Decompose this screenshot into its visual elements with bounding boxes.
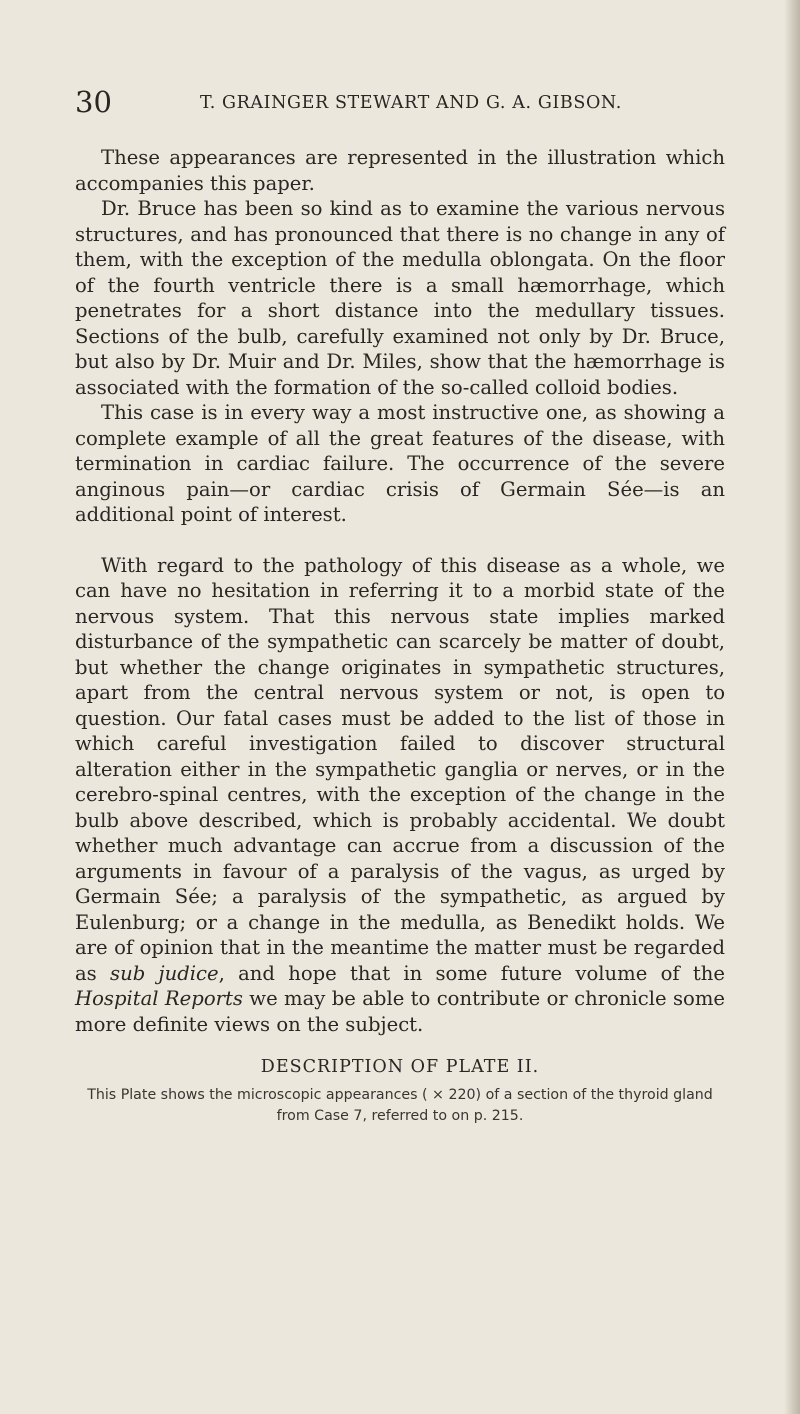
pathology-text-1: With regard to the pathology of this disease as a whole, we can have no hesitation in referring it to a morbid state of the nervous system. That this nervous state implies marked disturbance of the sympathetic can scarcely be matter of doubt, but whether the change originates in sympathetic structures, apart from the central nervous system or not, is open to question. Our fatal cases must be added to the list of those in which careful investigation failed to discover structural alteration either in the sympathetic ganglia or nerves, or in the cerebro-spinal centres, with the exception of the change in the bulb above described, which is probably accidental. We doubt whether much advantage can accrue from a discussion of the arguments in favour of a paralysis of the vagus, as urged by Germain Sée; a paralysis of the sympathetic, as argued by Eulenburg; or a change in the medulla, as Benedikt holds. We are of opinion that in the meantime the matter must be regarded as: [75, 553, 725, 985]
running-title: T. GRAINGER STEWART AND G. A. GIBSON.: [200, 93, 622, 113]
page-number: 30: [75, 85, 112, 119]
paragraph-case-summary: This case is in every way a most instructive one, as showing a complete example of all the great features of the disease, with termination in cardiac failure. The occurrence of the severe anginous pain—or cardiac crisis of Germain Sée—is an additional point of interest.: [75, 401, 725, 526]
plate-caption: This Plate shows the microscopic appearances ( × 220) of a section of the thyroid gland from Case 7, referred to on p. 215.: [87, 1087, 713, 1124]
running-head: [75, 82, 725, 122]
body-text: [75, 145, 725, 1127]
hospital-reports-italic: Hospital Reports: [75, 987, 243, 1010]
paragraph-pathology: [75, 553, 725, 1038]
pathology-text-2: , and hope that in some future volume of the: [218, 961, 725, 985]
page-edge-shadow: [784, 0, 800, 1414]
pathology-text-3: we may be able to contribute or chronicle some more definite views on the subject.: [75, 987, 725, 1036]
sub-judice-italic: sub judice: [110, 961, 219, 985]
plate-heading: DESCRIPTION OF PLATE II.: [260, 1057, 540, 1077]
paragraph-examination: Dr. Bruce has been so kind as to examine the various nervous structures, and has pronounced that there is no change in any of them, with the exception of the medulla oblongata. On the floor of the fourth ventricle there is a small hæmorrhage, which penetrates for a short distance into the medullary tissues. Sections of the bulb, carefully examined not only by Dr. Bruce, but also by Dr. Muir and Dr. Miles, show that the hæmorrhage is associated with the formation of the so-called colloid bodies.: [75, 197, 725, 399]
paragraph-illustration: These appearances are represented in the illustration which accompanies this paper.: [75, 146, 725, 195]
